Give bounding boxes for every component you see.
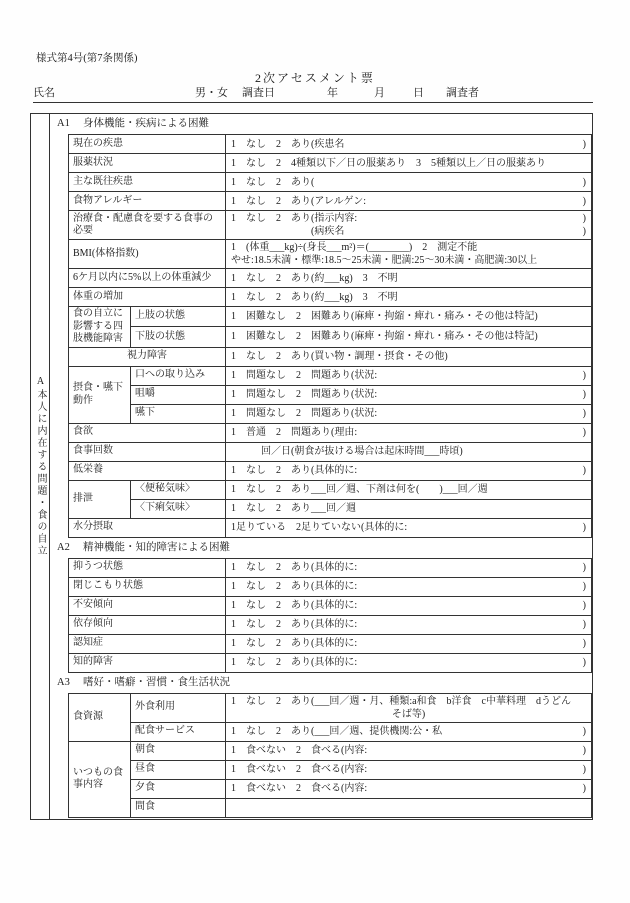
row-sub-label: 夕食 xyxy=(131,779,226,798)
row-value xyxy=(226,154,592,173)
value-close-paren: ) xyxy=(582,408,586,419)
value-close-paren: ) xyxy=(582,764,586,775)
value-text: 1 なし 2 あり(具体的に: xyxy=(231,638,358,649)
section-id: A3 xyxy=(57,676,70,688)
form-row xyxy=(69,634,592,653)
row-label: 依存傾向 xyxy=(69,615,226,634)
row-value xyxy=(226,385,592,404)
row-value xyxy=(226,760,592,779)
value-text: 1 なし 2 あり(具体的に: xyxy=(231,581,358,592)
section-body xyxy=(68,558,592,673)
value-text: 1 なし 2 あり(___回／週、提供機関:公・私 xyxy=(231,726,443,737)
row-value xyxy=(226,366,592,385)
value-close-paren: ) xyxy=(582,138,586,150)
row-value xyxy=(226,518,592,537)
value-text: 1 なし 2 あり(アレルゲン: xyxy=(231,195,367,207)
value-close-paren: ) xyxy=(582,619,586,630)
value-text: 1 問題なし 2 問題あり(状況: xyxy=(231,408,378,419)
section-rows-table xyxy=(68,134,592,538)
row-sub-label: 間食 xyxy=(131,798,226,817)
form-row xyxy=(69,307,592,327)
row-value xyxy=(226,135,592,154)
row-label: 主な既往疾患 xyxy=(69,173,226,192)
value-line xyxy=(231,350,586,363)
side-vertical-label: A本人に内在する問題・食の自立 xyxy=(35,375,46,557)
form-row xyxy=(69,211,592,240)
value-close-paren: ) xyxy=(582,726,586,737)
value-line xyxy=(231,212,586,225)
name-line xyxy=(33,84,593,103)
value-line xyxy=(231,369,586,382)
value-line xyxy=(231,241,586,254)
row-label: 食物アレルギー xyxy=(69,192,226,211)
row-sub-label: 外食利用 xyxy=(131,693,226,722)
value-line xyxy=(231,502,586,515)
row-value xyxy=(226,442,592,461)
row-value xyxy=(226,741,592,760)
day-label: 日 xyxy=(413,87,424,99)
row-value xyxy=(226,480,592,499)
form-row xyxy=(69,269,592,288)
row-value xyxy=(226,558,592,577)
section-title: 精神機能・知的障害による困難 xyxy=(83,541,230,553)
value-close-paren: ) xyxy=(582,226,586,237)
form-row xyxy=(69,404,592,423)
value-line xyxy=(231,195,586,208)
row-value xyxy=(226,240,592,269)
value-line xyxy=(231,426,586,439)
value-text: 1 なし 2 あり(具体的に: xyxy=(231,600,358,611)
value-close-paren: ) xyxy=(582,657,586,668)
row-value xyxy=(226,404,592,423)
form-row xyxy=(69,596,592,615)
value-text: そば等) xyxy=(391,708,426,720)
value-close-paren: ) xyxy=(582,522,586,533)
section-rows-table xyxy=(68,693,592,818)
name-label: 氏名 xyxy=(33,87,55,99)
value-text: 回／日(朝食が抜ける場合は起床時間___時頃) xyxy=(231,446,463,457)
row-group-label: 食の自立に影響する四肢機能障害 xyxy=(69,307,131,348)
row-value xyxy=(226,779,592,798)
row-value xyxy=(226,192,592,211)
value-line xyxy=(231,708,586,721)
form-row xyxy=(69,154,592,173)
form-row xyxy=(69,385,592,404)
form-row xyxy=(69,722,592,741)
row-label: 食欲 xyxy=(69,423,226,442)
survey-date-label: 調査日 xyxy=(242,87,275,99)
row-label: BMI(体格指数) xyxy=(69,240,226,269)
value-close-paren: ) xyxy=(582,370,586,381)
value-line xyxy=(231,291,586,304)
row-label: 水分摂取 xyxy=(69,518,226,537)
row-value xyxy=(226,461,592,480)
row-group-label: 摂食・嚥下動作 xyxy=(69,366,131,423)
value-text: 1 なし 2 あり(疾患名 xyxy=(231,138,345,150)
row-value xyxy=(226,173,592,192)
value-line xyxy=(231,445,586,458)
sections-container xyxy=(50,114,592,819)
row-sub-label: 下肢の状態 xyxy=(131,327,226,347)
page-title: 2次アセスメント票 xyxy=(255,71,375,85)
form-row xyxy=(69,135,592,154)
value-text: 1 なし 2 あり(___回／週・月、種類:a和食 b洋食 c中華料理 dうどん xyxy=(231,695,571,707)
value-text: やせ:18.5未満・標準:18.5〜25未満・肥満:25〜30未満・高肥満:30以上 xyxy=(231,255,538,266)
form-row xyxy=(69,558,592,577)
row-value xyxy=(226,653,592,672)
row-value xyxy=(226,634,592,653)
row-value xyxy=(226,499,592,518)
value-text: 1 なし 2 あり(約___kg) 3 不明 xyxy=(231,291,398,303)
form-row xyxy=(69,461,592,480)
section-title: 嗜好・嗜癖・習慣・食生活状況 xyxy=(83,676,230,688)
value-text: 1 なし 2 あり(約___kg) 3 不明 xyxy=(231,272,398,284)
row-sub-label: 咀嚼 xyxy=(131,385,226,404)
value-text: 1 困難なし 2 困難あり(麻痺・拘縮・痺れ・痛み・その他は特記) xyxy=(231,331,538,343)
value-text: 1 なし 2 あり(具体的に: xyxy=(231,562,358,573)
row-label: 抑うつ状態 xyxy=(69,558,226,577)
value-text: 1 (体重___kg)÷(身長___m²)＝(________) 2 測定不能 xyxy=(231,242,478,253)
row-value xyxy=(226,288,592,307)
row-sub-label: 〈下痢気味〉 xyxy=(131,499,226,518)
year-label: 年 xyxy=(327,87,338,99)
value-text: 1 なし 2 あり(買い物・調理・摂食・その他) xyxy=(231,351,448,362)
form-row xyxy=(69,518,592,537)
value-text: 1 なし 2 あり( xyxy=(231,176,315,188)
value-text: (病疾名 xyxy=(231,226,345,237)
value-text: 1 なし 2 あり(具体的に: xyxy=(231,465,358,476)
form-row xyxy=(69,366,592,385)
row-label: 6ケ月以内に5%以上の体重減少 xyxy=(69,269,226,288)
value-close-paren: ) xyxy=(582,389,586,400)
row-value xyxy=(226,307,592,327)
row-label: 低栄養 xyxy=(69,461,226,480)
section-header xyxy=(50,114,592,134)
value-text: 1 なし 2 あり(具体的に: xyxy=(231,619,358,630)
value-text: 1 困難なし 2 困難あり(麻痺・拘縮・痺れ・痛み・その他は特記) xyxy=(231,311,538,323)
value-line xyxy=(231,599,586,612)
value-line xyxy=(231,521,586,534)
row-group-label: 食資源 xyxy=(69,693,131,741)
value-line xyxy=(231,695,586,708)
row-sub-label: 口への取り込み xyxy=(131,366,226,385)
row-label: 視力障害 xyxy=(69,347,226,366)
form-row xyxy=(69,577,592,596)
form-row xyxy=(69,442,592,461)
value-close-paren: ) xyxy=(582,465,586,476)
form-row xyxy=(69,741,592,760)
section-header xyxy=(50,538,592,558)
form-row xyxy=(69,615,592,634)
row-value xyxy=(226,722,592,741)
value-line xyxy=(231,464,586,477)
value-line xyxy=(231,407,586,420)
value-text: 1 普通 2 問題あり(理由: xyxy=(231,427,358,438)
row-value xyxy=(226,327,592,347)
value-line xyxy=(231,561,586,574)
row-label: 閉じこもり状態 xyxy=(69,577,226,596)
form-row xyxy=(69,347,592,366)
side-column xyxy=(31,114,50,819)
value-line xyxy=(231,483,586,496)
value-line xyxy=(231,254,586,267)
row-label: 服薬状況 xyxy=(69,154,226,173)
row-value xyxy=(226,211,592,240)
surveyor-label: 調査者 xyxy=(446,87,479,99)
value-close-paren: ) xyxy=(582,581,586,592)
form-row xyxy=(69,779,592,798)
value-line xyxy=(231,725,586,738)
row-sub-label: 上肢の状態 xyxy=(131,307,226,327)
form-row xyxy=(69,288,592,307)
value-text: 1 食べない 2 食べる(内容: xyxy=(231,764,368,775)
value-line xyxy=(231,744,586,757)
row-group-label: いつもの食事内容 xyxy=(69,741,131,817)
section-id: A1 xyxy=(57,118,70,129)
form-row xyxy=(69,173,592,192)
form-row xyxy=(69,240,592,269)
section-rows-table xyxy=(68,558,592,673)
section-header xyxy=(50,673,592,693)
form-row xyxy=(69,327,592,347)
row-label: 体重の増加 xyxy=(69,288,226,307)
form-row xyxy=(69,798,592,817)
value-close-paren: ) xyxy=(582,783,586,794)
value-close-paren: ) xyxy=(582,176,586,188)
form-row xyxy=(69,480,592,499)
value-close-paren: ) xyxy=(582,600,586,611)
assessment-table xyxy=(30,113,593,820)
row-sub-label: 昼食 xyxy=(131,760,226,779)
value-close-paren: ) xyxy=(582,745,586,756)
form-row xyxy=(69,499,592,518)
sex-label: 男・女 xyxy=(195,87,228,99)
row-value xyxy=(226,615,592,634)
value-text: 1 問題なし 2 問題あり(状況: xyxy=(231,370,378,381)
value-line xyxy=(231,637,586,650)
form-number: 様式第4号(第7条関係) xyxy=(36,53,138,64)
value-close-paren: ) xyxy=(582,213,586,224)
value-text: 1 なし 2 4種類以下／日の服薬あり 3 5種類以上／日の服薬あり xyxy=(231,157,546,169)
row-label: 不安傾向 xyxy=(69,596,226,615)
row-label: 食事回数 xyxy=(69,442,226,461)
row-sub-label: 〈便秘気味〉 xyxy=(131,480,226,499)
row-value xyxy=(226,693,592,722)
value-text: 1 なし 2 あり(具体的に: xyxy=(231,657,358,668)
value-text: 1足りている 2足りていない(具体的に: xyxy=(231,522,408,533)
row-label: 知的障害 xyxy=(69,653,226,672)
row-label: 治療食・配慮食を要する食事の必要 xyxy=(69,211,226,240)
row-sub-label: 配食サービス xyxy=(131,722,226,741)
row-value xyxy=(226,423,592,442)
value-line xyxy=(231,763,586,776)
section-title: 身体機能・疾病による困難 xyxy=(83,118,209,129)
value-text: 1 問題なし 2 問題あり(状況: xyxy=(231,389,378,400)
value-line xyxy=(231,310,586,323)
row-value xyxy=(226,347,592,366)
row-sub-label: 朝食 xyxy=(131,741,226,760)
value-text: 1 なし 2 あり___回／週 xyxy=(231,503,356,514)
form-row xyxy=(69,693,592,722)
value-line xyxy=(231,580,586,593)
month-label: 月 xyxy=(374,87,385,99)
row-value xyxy=(226,596,592,615)
value-line xyxy=(231,388,586,401)
value-text: 1 食べない 2 食べる(内容: xyxy=(231,783,368,794)
row-value xyxy=(226,577,592,596)
value-text: 1 食べない 2 食べる(内容: xyxy=(231,745,368,756)
value-line xyxy=(231,138,586,151)
value-line xyxy=(231,157,586,170)
value-line xyxy=(231,782,586,795)
value-text: 1 なし 2 あり___回／週、下剤は何を( )___回／週 xyxy=(231,484,488,495)
value-close-paren: ) xyxy=(582,638,586,649)
row-value xyxy=(226,269,592,288)
value-close-paren: ) xyxy=(582,427,586,438)
form-row xyxy=(69,653,592,672)
value-close-paren: ) xyxy=(582,562,586,573)
value-close-paren: ) xyxy=(582,195,586,207)
value-line xyxy=(231,656,586,669)
row-label: 認知症 xyxy=(69,634,226,653)
row-value xyxy=(226,798,592,817)
row-sub-label: 嚥下 xyxy=(131,404,226,423)
section-body xyxy=(68,693,592,818)
value-line xyxy=(231,272,586,285)
form-row xyxy=(69,760,592,779)
form-row xyxy=(69,192,592,211)
value-line xyxy=(231,618,586,631)
value-line xyxy=(231,176,586,189)
value-text: 1 なし 2 あり(指示内容: xyxy=(231,213,358,224)
section-id: A2 xyxy=(57,541,70,553)
row-group-label: 排泄 xyxy=(69,480,131,518)
value-line xyxy=(231,225,586,238)
form-row xyxy=(69,423,592,442)
value-line xyxy=(231,330,586,343)
section-body xyxy=(68,134,592,538)
row-label: 現在の疾患 xyxy=(69,135,226,154)
